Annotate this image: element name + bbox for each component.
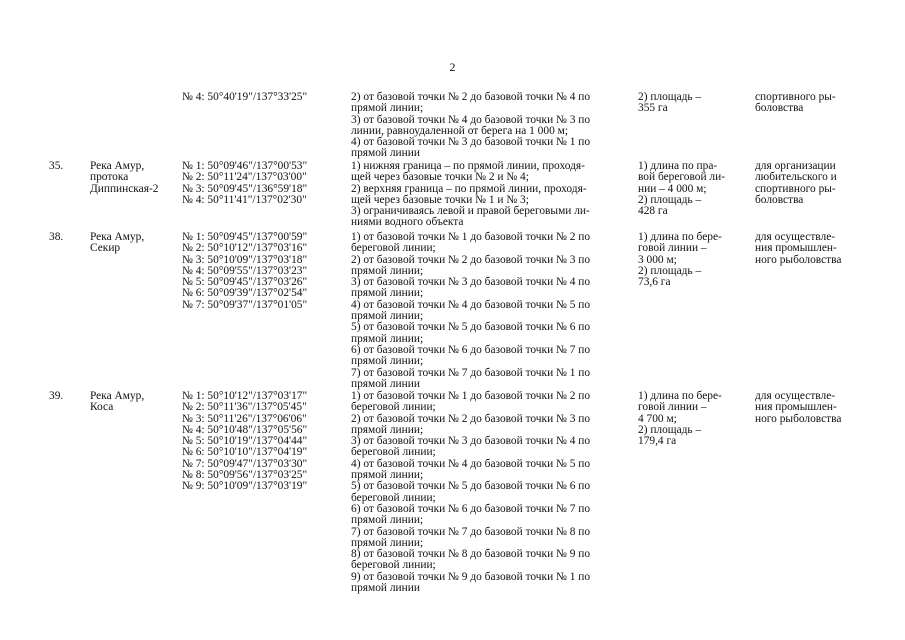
size-and-area-line: говой линии –: [638, 401, 707, 414]
base-point-coordinates-line: № 1: 50°10'12"/137°03'17": [182, 390, 308, 402]
size-and-area: [638, 161, 744, 217]
boundary-description-line: 4) от базовой точки № 4 до базовой точки № 5 по: [351, 457, 591, 470]
size-and-area-line: 2) площадь –: [638, 423, 702, 436]
boundary-description-line: 5) от базовой точки № 5 до базовой точки № 6 по: [351, 480, 591, 493]
boundary-description-line: 2) от базовой точки № 2 до базовой точки № 4 по: [351, 91, 591, 103]
boundary-description: [351, 161, 627, 229]
water-body-name-line: Река Амур,: [90, 231, 145, 243]
site-purpose-line: ния промышлен-: [755, 242, 837, 255]
boundary-description: [351, 391, 627, 594]
boundary-description-line: 3) от базовой точки № 4 до базовой точки № 3 по: [351, 113, 591, 126]
site-purpose-line: ного рыболовства: [755, 253, 842, 266]
base-point-coordinates-line: № 2: 50°11'24"/137°03'00": [182, 171, 307, 184]
size-and-area: [638, 232, 744, 288]
base-point-coordinates: [182, 92, 342, 103]
size-and-area-line: говой линии –: [638, 242, 707, 255]
base-point-coordinates-line: № 2: 50°10'12"/137°03'16": [182, 242, 308, 255]
base-point-coordinates-line: № 8: 50°09'56"/137°03'25": [182, 469, 308, 482]
water-body-name: [90, 232, 170, 255]
size-and-area-line: 2) площадь –: [638, 193, 702, 206]
site-purpose-line: ния промышлен-: [755, 401, 837, 414]
size-and-area: [638, 391, 744, 447]
water-body-name: [90, 161, 170, 195]
water-body-name: [90, 391, 170, 414]
boundary-description-line: прямой линии;: [351, 514, 424, 527]
size-and-area-line: 1) длина по бере-: [638, 390, 722, 402]
boundary-description-line: береговой линии;: [351, 559, 436, 572]
boundary-description-line: прямой линии;: [351, 469, 424, 482]
boundary-description-line: прямой линии;: [351, 536, 424, 549]
size-and-area-line: 1) длина по бере-: [638, 231, 722, 243]
base-point-coordinates-line: № 6: 50°09'39"/137°02'54": [182, 287, 308, 300]
site-purpose-line: для осуществле-: [755, 231, 836, 243]
base-point-coordinates-line: № 2: 50°11'36"/137°05'45": [182, 401, 307, 414]
base-point-coordinates: [182, 232, 342, 311]
boundary-description-line: 4) от базовой точки № 3 до базовой точки № 1 по: [351, 136, 591, 149]
base-point-coordinates-line: № 5: 50°10'19"/137°04'44": [182, 435, 308, 448]
size-and-area-line: вой береговой ли-: [638, 171, 725, 184]
boundary-description-line: 1) от базовой точки № 1 до базовой точки № 2 по: [351, 390, 591, 402]
site-purpose-line: для осуществле-: [755, 390, 836, 402]
boundary-description: [351, 92, 627, 160]
boundary-description-line: 1) нижняя граница – по прямой линии, проходя-: [351, 160, 585, 172]
boundary-description-line: щей через базовые точки № 2 и № 4;: [351, 171, 529, 184]
boundary-description-line: 4) от базовой точки № 4 до базовой точки № 5 по: [351, 298, 591, 311]
boundary-description-line: 1) от базовой точки № 1 до базовой точки № 2 по: [351, 231, 591, 243]
base-point-coordinates-line: № 3: 50°11'26"/137°06'06": [182, 412, 307, 425]
boundary-description-line: ниями водного объекта: [351, 216, 464, 229]
boundary-description-line: 2) от базовой точки № 2 до базовой точки № 3 по: [351, 253, 591, 266]
water-body-name-line: Диппинская-2: [90, 182, 159, 195]
base-point-coordinates: [182, 161, 342, 206]
size-and-area-line: 2) площадь –: [638, 264, 702, 277]
row-number: 38.: [49, 231, 64, 243]
boundary-description-line: 7) от базовой точки № 7 до базовой точки № 1 по: [351, 366, 591, 379]
water-body-name-line: Коса: [90, 401, 114, 414]
site-purpose: [755, 92, 867, 115]
boundary-description-line: прямой линии: [351, 147, 420, 160]
site-purpose-line: спортивного ры-: [755, 182, 836, 195]
site-purpose-line: любительского и: [755, 171, 837, 184]
boundary-description-line: прямой линии;: [351, 264, 424, 277]
boundary-description-line: прямой линии;: [351, 332, 424, 345]
boundary-description-line: 3) ограничиваясь левой и правой береговыми ли-: [351, 205, 590, 218]
base-point-coordinates: [182, 391, 342, 493]
site-purpose-line: для организации: [755, 160, 836, 172]
site-purpose-line: ного рыболовства: [755, 412, 842, 425]
base-point-coordinates-line: № 4: 50°11'41"/137°02'30": [182, 193, 307, 206]
page-number: 2: [449, 60, 456, 74]
boundary-description-line: 2) от базовой точки № 2 до базовой точки № 3 по: [351, 412, 591, 425]
base-point-coordinates-line: № 4: 50°10'48"/137°05'56": [182, 423, 308, 436]
boundary-description-line: береговой линии;: [351, 491, 436, 504]
size-and-area: [638, 92, 744, 115]
boundary-description: [351, 232, 627, 390]
boundary-description-line: береговой линии;: [351, 401, 436, 414]
size-and-area-line: нии – 4 000 м;: [638, 182, 707, 195]
row-number: 35.: [49, 160, 64, 172]
water-body-name-line: протока: [90, 171, 129, 184]
site-purpose-line: боловства: [755, 193, 804, 206]
site-purpose-line: боловства: [755, 102, 804, 115]
boundary-description-line: 6) от базовой точки № 6 до базовой точки № 7 по: [351, 343, 591, 356]
boundary-description-line: береговой линии;: [351, 446, 436, 459]
size-and-area-line: 73,6 га: [638, 276, 671, 289]
boundary-description-line: 6) от базовой точки № 6 до базовой точки № 7 по: [351, 502, 591, 515]
boundary-description-line: 3) от базовой точки № 3 до базовой точки № 4 по: [351, 435, 591, 448]
size-and-area-line: 179,4 га: [638, 435, 677, 448]
boundary-description-line: прямой линии;: [351, 310, 424, 323]
boundary-description-line: 5) от базовой точки № 5 до базовой точки № 6 по: [351, 321, 591, 334]
site-purpose: [755, 391, 867, 425]
boundary-description-line: прямой линии: [351, 377, 420, 390]
base-point-coordinates-line: № 1: 50°09'45"/137°00'59": [182, 231, 308, 243]
base-point-coordinates-line: № 3: 50°10'09"/137°03'18": [182, 253, 308, 266]
base-point-coordinates-line: № 1: 50°09'46"/137°00'53": [182, 160, 308, 172]
boundary-description-line: прямой линии;: [351, 287, 424, 300]
boundary-description-line: прямой линии: [351, 582, 420, 595]
boundary-description-line: 8) от базовой точки № 8 до базовой точки № 9 по: [351, 548, 591, 561]
size-and-area-line: 355 га: [638, 102, 668, 115]
boundary-description-line: прямой линии;: [351, 355, 424, 368]
base-point-coordinates-line: № 3: 50°09'45"/136°59'18": [182, 182, 308, 195]
base-point-coordinates-line: № 4: 50°09'55"/137°03'23": [182, 264, 308, 277]
water-body-name-line: Река Амур,: [90, 160, 145, 172]
base-point-coordinates-line: № 4: 50°40'19"/137°33'25": [182, 91, 308, 103]
base-point-coordinates-line: № 6: 50°10'10"/137°04'19": [182, 446, 308, 459]
boundary-description-line: 2) верхняя граница – по прямой линии, проходя-: [351, 182, 587, 195]
size-and-area-line: 3 000 м;: [638, 253, 677, 266]
water-body-name-line: Секир: [90, 242, 121, 255]
base-point-coordinates-line: № 5: 50°09'45"/137°03'26": [182, 276, 308, 289]
base-point-coordinates-line: № 7: 50°09'47"/137°03'30": [182, 457, 308, 470]
boundary-description-line: 9) от базовой точки № 9 до базовой точки № 1 по: [351, 570, 591, 583]
size-and-area-line: 1) длина по пра-: [638, 160, 718, 172]
base-point-coordinates-line: № 7: 50°09'37"/137°01'05": [182, 298, 308, 311]
site-purpose: [755, 161, 867, 206]
size-and-area-line: 4 700 м;: [638, 412, 677, 425]
boundary-description-line: 3) от базовой точки № 3 до базовой точки № 4 по: [351, 276, 591, 289]
site-purpose: [755, 232, 867, 266]
water-body-name-line: Река Амур,: [90, 390, 145, 402]
boundary-description-line: линии, равноудаленной от берега на 1 000 м;: [351, 124, 568, 137]
boundary-description-line: прямой линии;: [351, 423, 424, 436]
boundary-description-line: щей через базовые точки № 1 и № 3;: [351, 193, 529, 206]
boundary-description-line: 7) от базовой точки № 7 до базовой точки № 8 по: [351, 525, 591, 538]
row-number: 39.: [49, 390, 64, 402]
boundary-description-line: прямой линии;: [351, 102, 424, 115]
size-and-area-line: 428 га: [638, 205, 668, 218]
boundary-description-line: береговой линии;: [351, 242, 436, 255]
size-and-area-line: 2) площадь –: [638, 91, 702, 103]
base-point-coordinates-line: № 9: 50°10'09"/137°03'19": [182, 480, 308, 493]
site-purpose-line: спортивного ры-: [755, 91, 836, 103]
